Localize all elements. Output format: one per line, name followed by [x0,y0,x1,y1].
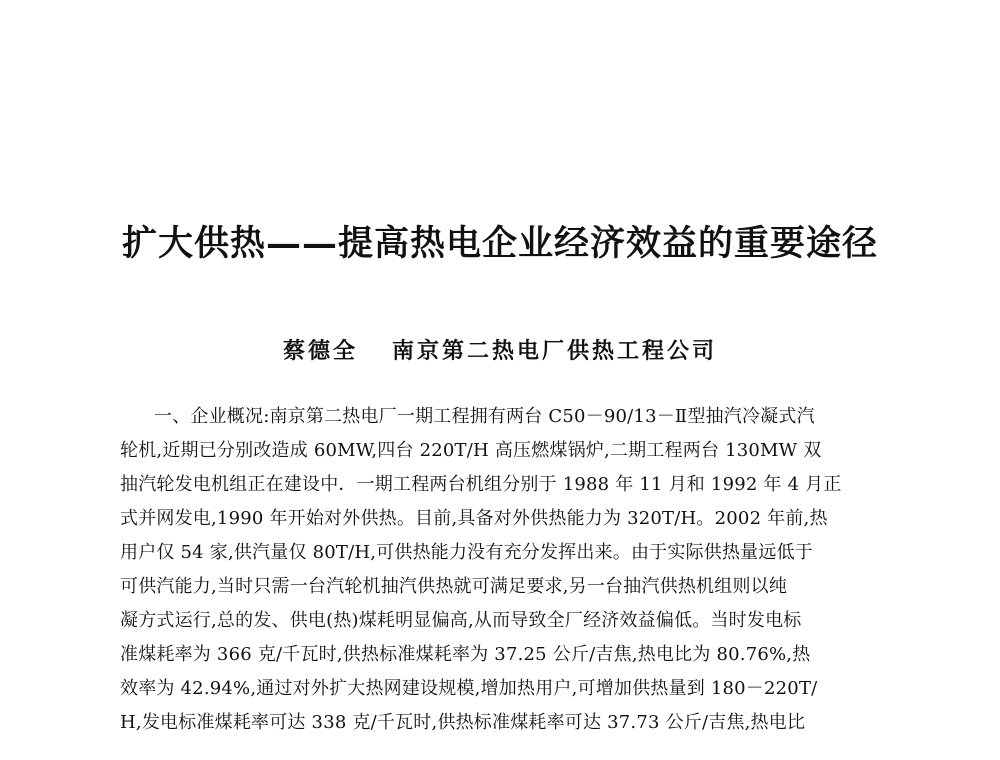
text-line: H,发电标准煤耗率可达 338 克/千瓦时,供热标准煤耗率可达 37.73 公斤/吉焦,热电比 [120,712,806,733]
text-line: 抽汽轮发电机组正在建设中．一期工程两台机组分别于 1988 年 11 月和 1992 年 4 月正 [120,474,842,495]
text-line: 轮机,近期已分别改造成 60MW,四台 220T/H 高压燃煤锅炉,二期工程两台 130MW 双 [120,440,822,461]
article-title: 扩大供热——提高热电企业经济效益的重要途径 [121,223,878,264]
author-affiliation: 南京第二热电厂供热工程公司 [392,338,718,364]
byline [0,336,1000,366]
body-paragraph [120,400,890,740]
text-line: 准煤耗率为 366 克/千瓦时,供热标准煤耗率为 37.25 公斤/吉焦,热电比为 80.76%,热 [120,644,811,665]
text-line: 凝方式运行,总的发、供电(热)煤耗明显偏高,从而导致全厂经济效益偏低。当时发电标 [120,610,802,631]
text-line: 用户仅 54 家,供汽量仅 80T/H,可供热能力没有充分发挥出来。由于实际供热量远低于 [120,542,813,563]
text-line: 可供汽能力,当时只需一台汽轮机抽汽供热就可满足要求,另一台抽汽供热机组则以纯 [120,576,788,597]
author-name: 蔡德全 [282,338,358,364]
text-line: 效率为 42.94%,通过对外扩大热网建设规模,增加热用户,可增加供热量到 180－220T/ [120,678,818,699]
text-line: 一、企业概况:南京第二热电厂一期工程拥有两台 C50－90/13－Ⅱ型抽汽冷凝式汽 [154,406,815,427]
text-line: 式并网发电,1990 年开始对外供热。目前,具备对外供热能力为 320T/H。2002 年前,热 [120,508,828,529]
